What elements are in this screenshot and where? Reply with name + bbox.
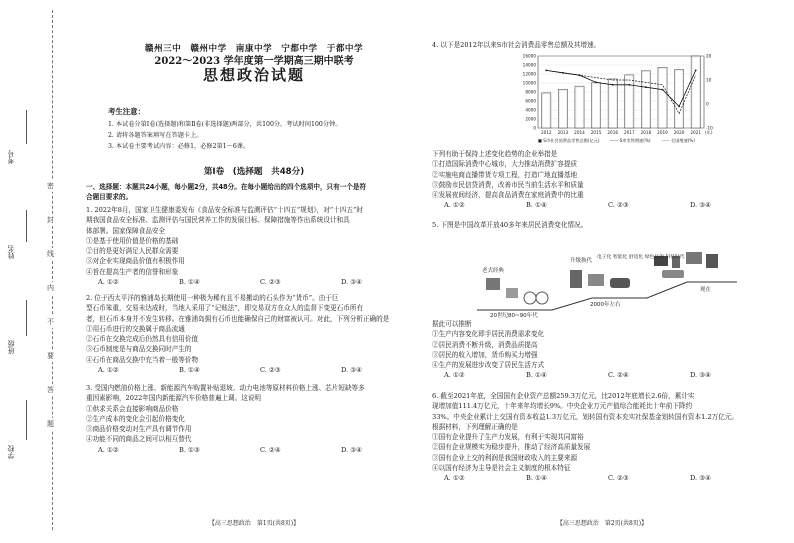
option-b: B. ①③ bbox=[179, 445, 200, 454]
option-b: B. ①④ bbox=[526, 474, 547, 483]
fridge-icon bbox=[570, 270, 582, 288]
consumption-change-illustration bbox=[472, 248, 742, 318]
y-tick-label: 0 bbox=[533, 125, 536, 131]
ev-car-icon bbox=[662, 270, 684, 278]
era-label-2: 2000年左右 bbox=[590, 302, 621, 308]
question-line: ④生产的发展进步改变了居民生活方式 bbox=[432, 361, 545, 370]
answer-options bbox=[432, 200, 772, 210]
exam-year: 2022～2023 学年度第一学期高三期中联考 bbox=[154, 56, 354, 67]
option-c: C. ②③ bbox=[260, 366, 281, 375]
bar bbox=[592, 83, 601, 128]
seal-word: 密 bbox=[47, 182, 54, 190]
tag-smart: 电子化 智能化 舒适化 绿色环保 科技时代 bbox=[597, 255, 685, 260]
question-line: 下列有助于保持上述变化趋势的企业举措是 bbox=[432, 150, 558, 158]
answer-options bbox=[86, 277, 422, 287]
x-tick-label: 2019 bbox=[657, 130, 668, 135]
option-b: B. ①④ bbox=[179, 278, 200, 287]
series-point bbox=[678, 106, 680, 108]
page-title: 思想政治试题 bbox=[202, 66, 305, 84]
y-tick-label: 8000 bbox=[525, 89, 536, 95]
question-1 bbox=[86, 205, 422, 287]
bar bbox=[542, 93, 551, 128]
option-a: A. ①② bbox=[98, 366, 119, 375]
option-c: C. ②③ bbox=[608, 474, 629, 483]
question-4 bbox=[432, 40, 772, 50]
era-label-1: 20世纪80~90年代 bbox=[490, 313, 538, 318]
question-line: ②居民消费不断升级，消费品质提高 bbox=[432, 340, 538, 349]
y-tick-label: 2000 bbox=[525, 116, 536, 122]
y2-tick-label: 20 bbox=[706, 53, 712, 59]
question-line: 据此可以推断 bbox=[432, 320, 472, 328]
seal-word: 内 bbox=[47, 284, 54, 292]
seal-word: 不 bbox=[47, 318, 54, 326]
seal-word: 线 bbox=[47, 250, 54, 258]
margin-line bbox=[26, 300, 27, 336]
series-point bbox=[628, 84, 630, 86]
series-point bbox=[695, 70, 697, 72]
x-tick-label: 2021 bbox=[690, 130, 702, 135]
option-c: C. ②④ bbox=[260, 445, 281, 454]
seal-word: 封 bbox=[47, 216, 54, 224]
margin-field-class: 班级 bbox=[7, 340, 15, 354]
series-point bbox=[595, 82, 597, 84]
seal-word: 答 bbox=[47, 386, 54, 394]
question-4-body bbox=[432, 149, 772, 211]
section-intro bbox=[86, 182, 422, 203]
question-line: ②实施电商直播带货专项工程，打造广地直播基地 bbox=[432, 170, 578, 179]
question-line: ②石币在交换完成后仍然具有信用价值 bbox=[86, 335, 199, 344]
x-tick-label: 2018 bbox=[640, 130, 652, 135]
bar bbox=[575, 86, 584, 128]
tv-flat-icon bbox=[686, 252, 702, 264]
left-column bbox=[86, 0, 422, 543]
answer-options bbox=[86, 445, 422, 455]
margin-field-school: 学校 bbox=[7, 445, 15, 459]
bar bbox=[691, 56, 700, 128]
tv-old-icon bbox=[486, 278, 500, 290]
legend-entry: ■ S市社会消费品零售总额(亿元) bbox=[538, 138, 600, 143]
y2-tick-label: 0 bbox=[706, 101, 709, 107]
x-tick-label: 2013 bbox=[557, 130, 569, 135]
y-tick-label: 6000 bbox=[525, 98, 536, 104]
bicycle-wheel-icon bbox=[536, 292, 548, 304]
y-tick-label: 10000 bbox=[522, 80, 536, 86]
question-line: ③石币制度是与商品交换同时产生的 bbox=[86, 345, 192, 354]
page-footer-right: 【高三思想政治 第2页(共8页)】 bbox=[556, 520, 648, 527]
question-line: 期我国食品安全标准、监测评估与国民营养工作的发展目标、保障措施等作出系统设计和具 bbox=[86, 216, 350, 225]
question-line: 3. 受国内燃油价格上涨、新能源汽车购置补贴退坡、动力电池等原材料价格上涨、芯片短缺等多 bbox=[86, 384, 365, 392]
margin-line bbox=[26, 210, 27, 242]
option-c: C. ②③ bbox=[608, 201, 629, 210]
question-line: 者，但石币本身并不发生转移。在雅浦岛拥有石币也能确保自己的财富被认可。对此，下列分析正确的是 bbox=[86, 314, 390, 323]
option-b: B. ①④ bbox=[526, 371, 547, 380]
bar bbox=[658, 67, 667, 128]
option-a: A. ①② bbox=[444, 201, 465, 210]
tag-classic: 老式经典 bbox=[482, 268, 505, 274]
y-tick-label: 14000 bbox=[522, 62, 536, 68]
tag-upgrade: 升级换代 bbox=[570, 258, 593, 264]
question-line: 型石币笨重，交易未达成时，当地人采用了“记账法”，即交易双方在众人的监督下变更石币所有 bbox=[86, 304, 364, 313]
question-6 bbox=[432, 391, 772, 484]
bicycle-wheel-icon bbox=[524, 292, 536, 304]
seal-word: 要 bbox=[47, 352, 54, 360]
question-line: ④旨在提高生产者的信誉和形象 bbox=[86, 267, 179, 276]
question-line: ②国有企业规模实为稳步提升，推动了经济高质量发展 bbox=[432, 443, 591, 452]
answer-options bbox=[432, 473, 772, 483]
notice-heading: 考生注意： bbox=[108, 107, 145, 116]
illustration-svg bbox=[472, 248, 742, 318]
x-tick-label: 2020 bbox=[673, 130, 685, 135]
option-d: D. ③④ bbox=[690, 371, 712, 380]
question-5-body bbox=[432, 319, 772, 381]
chart-svg bbox=[512, 52, 722, 148]
question-line: ④石币在商品交换中充当着一般等价物 bbox=[86, 355, 199, 364]
option-d: D. ③④ bbox=[341, 278, 363, 287]
question-line: ③国有企业上交的利润是我国财政收入的主要来源 bbox=[432, 453, 578, 462]
bar bbox=[558, 89, 567, 128]
option-a: A. ①② bbox=[98, 278, 119, 287]
question-line: 4. 以下是2012年以来S市社会消费品零售总额及其增速。 bbox=[432, 41, 601, 49]
computer-icon bbox=[588, 274, 604, 286]
margin-field-name: 姓名 bbox=[7, 245, 15, 259]
question-line: 根据材料，下列理解正确的是 bbox=[432, 422, 518, 431]
question-line: ③对企业实现商品价值有积极作用 bbox=[86, 257, 185, 266]
bar bbox=[625, 75, 634, 128]
question-line: 6. 截至2021年底，全国国有企业资产总额259.3万亿元，比2012年底增长2.6倍，累计实 bbox=[432, 392, 695, 400]
question-line: 33%。中央企业累计上交国有资本收益1.3万亿元，划转国有资本充实社保基金划转国有资本1.2万亿元。 bbox=[432, 412, 738, 421]
car-icon bbox=[610, 278, 630, 288]
option-a: A. ①② bbox=[444, 474, 465, 483]
smart-device-icon bbox=[706, 254, 718, 268]
section-intro-line: 合题目要求的。 bbox=[86, 193, 133, 202]
margin-line bbox=[26, 110, 27, 144]
series-point bbox=[662, 89, 664, 91]
question-line: 5. 下图是中国改革开放40多年来居民消费变化情况。 bbox=[432, 221, 588, 229]
y-tick-label: 16000 bbox=[522, 53, 536, 59]
era-label-3: 现在 bbox=[700, 287, 712, 293]
question-line: ③居民的收入增加，货币购买力增强 bbox=[432, 350, 538, 359]
x-tick-label: 2016 bbox=[607, 130, 619, 135]
x-tick-label: 2015 bbox=[590, 130, 602, 135]
series-point bbox=[612, 84, 614, 86]
question-line: ①生产内容变化即手居民消费需求变化 bbox=[432, 330, 545, 339]
seal-dashed-line bbox=[52, 10, 53, 530]
question-line: 1. 2022年8月，国家卫生健康委发布《食品安全标准与监测评估“十四五”规划》，对“十四五”时 bbox=[86, 206, 363, 214]
question-line: ④功能不同的商品之间可以相互替代 bbox=[86, 435, 192, 444]
question-line: 现增加值111.4万亿元，十年来年均增长9%。中央企业万元产值综合能耗比十年前下降约 bbox=[432, 402, 693, 411]
seal-word: 题 bbox=[47, 420, 54, 428]
question-line: 体部署。国家保障食品安全 bbox=[86, 226, 166, 235]
question-line: ①是基于使用价值是价格的基础 bbox=[86, 236, 179, 245]
x-tick-label: 2012 bbox=[540, 130, 552, 135]
y-tick-label: 12000 bbox=[522, 71, 536, 77]
x-tick-label: 2017 bbox=[623, 130, 635, 135]
question-2 bbox=[86, 293, 422, 375]
question-line: ①国有企业提升了生产力发展，有利于实现共同富裕 bbox=[432, 433, 584, 442]
page-footer-left: 【高三思想政治 第1页(共8页)】 bbox=[208, 520, 300, 527]
answer-options bbox=[432, 370, 772, 380]
question-line: ④以国有经济为主导是社会主义制度的根本特征 bbox=[432, 464, 571, 473]
series-point bbox=[579, 74, 581, 76]
answer-options bbox=[86, 365, 422, 375]
series-point bbox=[645, 86, 647, 88]
x-axis-suffix: (年) bbox=[705, 130, 713, 135]
option-c: C. ②④ bbox=[608, 371, 629, 380]
series-point bbox=[562, 72, 564, 74]
legend-entry: ----- 全国增速(%) bbox=[662, 138, 695, 143]
series-point bbox=[545, 70, 547, 72]
bar bbox=[608, 79, 617, 128]
right-column bbox=[432, 0, 772, 543]
binding-margin bbox=[0, 0, 70, 543]
option-c: C. ②③ bbox=[260, 278, 281, 287]
question-5 bbox=[432, 220, 772, 230]
question-line: ①供求关系会直接影响商品价格 bbox=[86, 404, 179, 413]
question-line: ④发展夜间经济，提高食品消费在家庭消费中的比重 bbox=[432, 191, 584, 200]
option-b: B. ①④ bbox=[179, 366, 200, 375]
x-tick-label: 2014 bbox=[574, 130, 585, 135]
bar bbox=[641, 71, 650, 128]
option-d: D. ③④ bbox=[341, 445, 363, 454]
y2-tick-label: -10 bbox=[706, 125, 713, 131]
legend-entry: —— S市零售增速(%) bbox=[610, 138, 651, 143]
section-heading: 第Ⅰ卷 (选择题 共48分) bbox=[203, 167, 305, 177]
question-line: ③鼓励市民信贷消费，改善市民当前生活水平和质量 bbox=[432, 180, 584, 189]
y-tick-label: 4000 bbox=[525, 107, 536, 113]
notice-item: 2. 请将各题答案填写在答题卡上。 bbox=[108, 132, 203, 139]
margin-field-exam-number: 考号 bbox=[7, 150, 15, 164]
question-3 bbox=[86, 383, 422, 455]
question-line: ③商品价格变动对生产具有调节作用 bbox=[86, 425, 192, 434]
question-line: 2. 位于西太平洋的雅浦岛长期使用一种极为稀有且不易搬动的石头作为“货币”。由于巨 bbox=[86, 294, 339, 302]
option-d: D. ③④ bbox=[690, 201, 712, 210]
question-line: ②目的是更好满足人民群众需要 bbox=[86, 247, 179, 256]
question-line: 重因素影响，2022年国内新能源汽车价格普遍上调。这说明 bbox=[86, 394, 262, 403]
option-a: A. ①② bbox=[444, 371, 465, 380]
radio-icon bbox=[506, 288, 518, 298]
question-line: ②生产成本的变化会引起价格变化 bbox=[86, 414, 185, 423]
option-d: D. ③④ bbox=[690, 474, 712, 483]
y2-tick-label: 10 bbox=[706, 77, 712, 83]
notice-item: 1. 本试卷分第Ⅰ卷(选择题)和第Ⅱ卷(非选择题)两部分，共100分。考试时间100分钟。 bbox=[108, 121, 342, 128]
question-line: ①用石币进行的交换属于商品流通 bbox=[86, 324, 185, 333]
option-d: D. ③④ bbox=[341, 366, 363, 375]
option-a: A. ①② bbox=[98, 445, 119, 454]
school-list: 赣州三中 赣州中学 南康中学 宁都中学 于都中学 bbox=[144, 44, 364, 54]
section-intro-line: 一、选择题：本题共24小题，每小题2分，共48分。在每小题给出的四个选项中，只有一个是符 bbox=[86, 183, 367, 191]
option-b: B. ①④ bbox=[526, 201, 547, 210]
notice-item: 3. 本试卷主要考试内容：必修1，必修2第1～6课。 bbox=[108, 143, 250, 150]
question-line: ①打造国际消费中心城市，大力推动消费扩容提质 bbox=[432, 160, 578, 169]
retail-sales-chart bbox=[512, 52, 722, 148]
margin-line bbox=[26, 400, 27, 440]
